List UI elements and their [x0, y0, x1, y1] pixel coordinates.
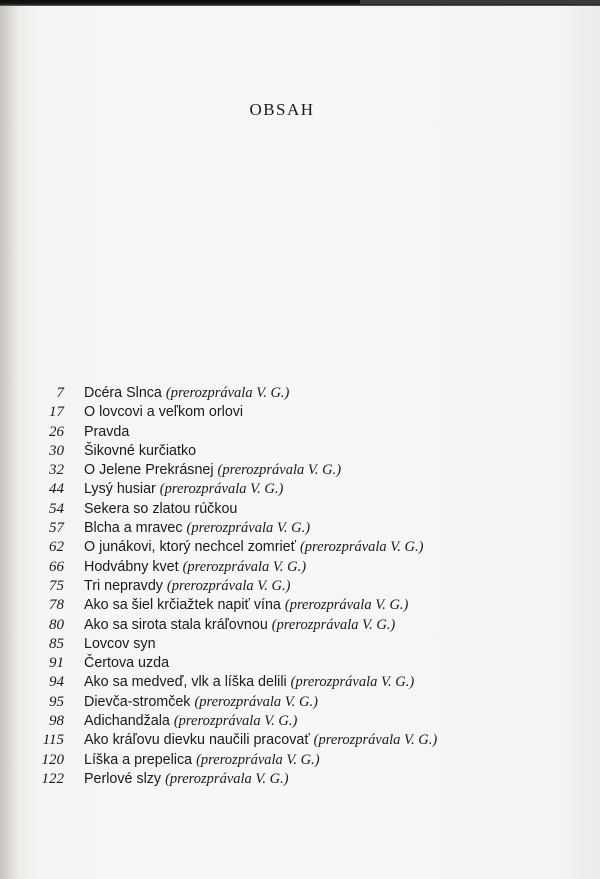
toc-note: (prerozprávala V. G.): [186, 520, 311, 537]
toc-page-number: 85: [49, 635, 64, 652]
toc-page-number: 115: [42, 732, 64, 749]
toc-page-number: 54: [49, 500, 64, 517]
toc-page-number: 75: [49, 577, 64, 594]
toc-entry: [0, 673, 600, 692]
toc-title: Perlové slzy: [84, 770, 162, 787]
toc-entry: [0, 616, 600, 635]
toc-title: Dcéra Slnca: [84, 385, 162, 401]
toc-note: (prerozprávala V. G.): [194, 693, 318, 710]
toc-entry: [0, 712, 600, 731]
toc-page-number: 32: [49, 462, 64, 479]
toc-title: Sekera so zlatou rúčkou: [84, 500, 238, 517]
toc-note: (prerozprávala V. G.): [166, 577, 291, 594]
toc-title: Ako kráľovu dievku naučili pracovať: [84, 732, 310, 749]
toc-title: Ako sa sirota stala kráľovnou: [84, 616, 268, 633]
toc-note: (prerozprávala V. G.): [196, 751, 320, 768]
toc-title-line: [84, 616, 395, 635]
toc-title: Šikovné kurčiatko: [84, 442, 197, 459]
toc-title: O lovcovi a veľkom orlovi: [84, 404, 244, 421]
toc-entry: [0, 442, 600, 461]
toc-title: Hodvábny kvet: [84, 558, 179, 575]
toc-entry: [0, 384, 600, 403]
toc-title: Dievča-stromček: [84, 693, 191, 710]
toc-page-number: 80: [49, 616, 64, 633]
toc-page-number: 30: [49, 442, 64, 459]
toc-title-line: [84, 384, 289, 403]
toc-page-number: 91: [49, 655, 64, 672]
toc-page-number: 95: [49, 693, 64, 710]
toc-title-line: [84, 635, 156, 654]
toc-entry: [0, 500, 600, 519]
toc-note: (prerozprávala V. G.): [159, 481, 284, 498]
toc-note: (prerozprávala V. G.): [290, 674, 415, 691]
page-title: OBSAH: [249, 100, 315, 120]
toc-entry: [0, 693, 600, 712]
toc-note: (prerozprávala V. G.): [173, 713, 298, 730]
toc-note: (prerozprávala V. G.): [217, 462, 342, 479]
toc-title-line: [84, 403, 243, 422]
toc-note: (prerozprávala V. G.): [271, 616, 396, 633]
toc-entry: [0, 519, 600, 538]
toc-title-line: [84, 538, 423, 557]
toc-title-line: [84, 519, 310, 538]
toc-page-number: 66: [49, 558, 64, 575]
toc-title: Lysý husiar: [84, 481, 156, 498]
toc-entry: [0, 480, 600, 499]
toc-title: Čertova uzda: [84, 655, 170, 672]
toc-note: (prerozprávala V. G.): [313, 732, 438, 749]
toc-title-line: [84, 751, 320, 770]
toc-title: Pravda: [84, 423, 130, 440]
toc-page-number: 7: [56, 385, 64, 401]
toc-title: Adichandžala: [84, 713, 170, 730]
toc-title: O Jelene Prekrásnej: [84, 462, 214, 479]
toc-page-number: 57: [49, 520, 64, 537]
toc-title-line: [84, 480, 283, 499]
toc-entry: [0, 461, 600, 480]
toc-title-line: [84, 770, 289, 789]
toc-title: Lovcov syn: [84, 635, 156, 652]
toc-page-number: 122: [41, 770, 64, 787]
toc-entry: [0, 577, 600, 596]
toc-title: O junákovi, ktorý nechcel zomrieť: [84, 539, 296, 556]
toc-title: Ako sa medveď, vlk a líška delili: [84, 674, 287, 691]
toc-title: Ako sa šiel krčiažtek napiť vína: [84, 597, 281, 614]
toc-note: (prerozprávala V. G.): [165, 385, 290, 401]
toc-title-line: [84, 423, 129, 442]
toc-note: (prerozprávala V. G.): [284, 597, 409, 614]
toc-title-line: [84, 673, 414, 692]
toc-entry: [0, 403, 600, 422]
toc-entry: [0, 731, 600, 750]
toc-entry: [0, 596, 600, 615]
toc-title-line: [84, 596, 408, 615]
toc-page-number: 17: [49, 404, 64, 421]
toc-title-line: [84, 558, 306, 577]
toc-note: (prerozprávala V. G.): [182, 558, 307, 575]
toc-entry: [0, 558, 600, 577]
toc-title-line: [84, 712, 297, 731]
table-of-contents: [0, 384, 600, 789]
toc-title-line: [84, 442, 196, 461]
toc-entry: [0, 635, 600, 654]
toc-entry: [0, 538, 600, 557]
toc-title-line: [84, 654, 169, 673]
toc-entry: [0, 654, 600, 673]
toc-title-line: [84, 500, 237, 519]
toc-entry: [0, 423, 600, 442]
toc-note: (prerozprávala V. G.): [165, 770, 289, 787]
toc-title-line: [84, 693, 318, 712]
toc-title-line: [84, 577, 290, 596]
toc-title-line: [84, 461, 341, 480]
toc-entry: [0, 770, 600, 789]
toc-page-number: 44: [49, 481, 64, 498]
toc-page-number: 78: [49, 597, 64, 614]
toc-page-number: 98: [49, 713, 64, 730]
toc-page-number: 62: [49, 539, 64, 556]
toc-title: Tri nepravdy: [84, 577, 163, 594]
toc-title: Blcha a mravec: [84, 520, 183, 537]
toc-note: (prerozprávala V. G.): [299, 539, 424, 556]
toc-entry: [0, 751, 600, 770]
toc-title-line: [84, 731, 437, 750]
toc-page-number: 26: [49, 423, 64, 440]
scan-top-edge-right: [360, 0, 600, 4]
toc-title: Líška a prepelica: [84, 751, 193, 768]
toc-page-number: 120: [41, 751, 64, 768]
toc-page-number: 94: [49, 674, 64, 691]
